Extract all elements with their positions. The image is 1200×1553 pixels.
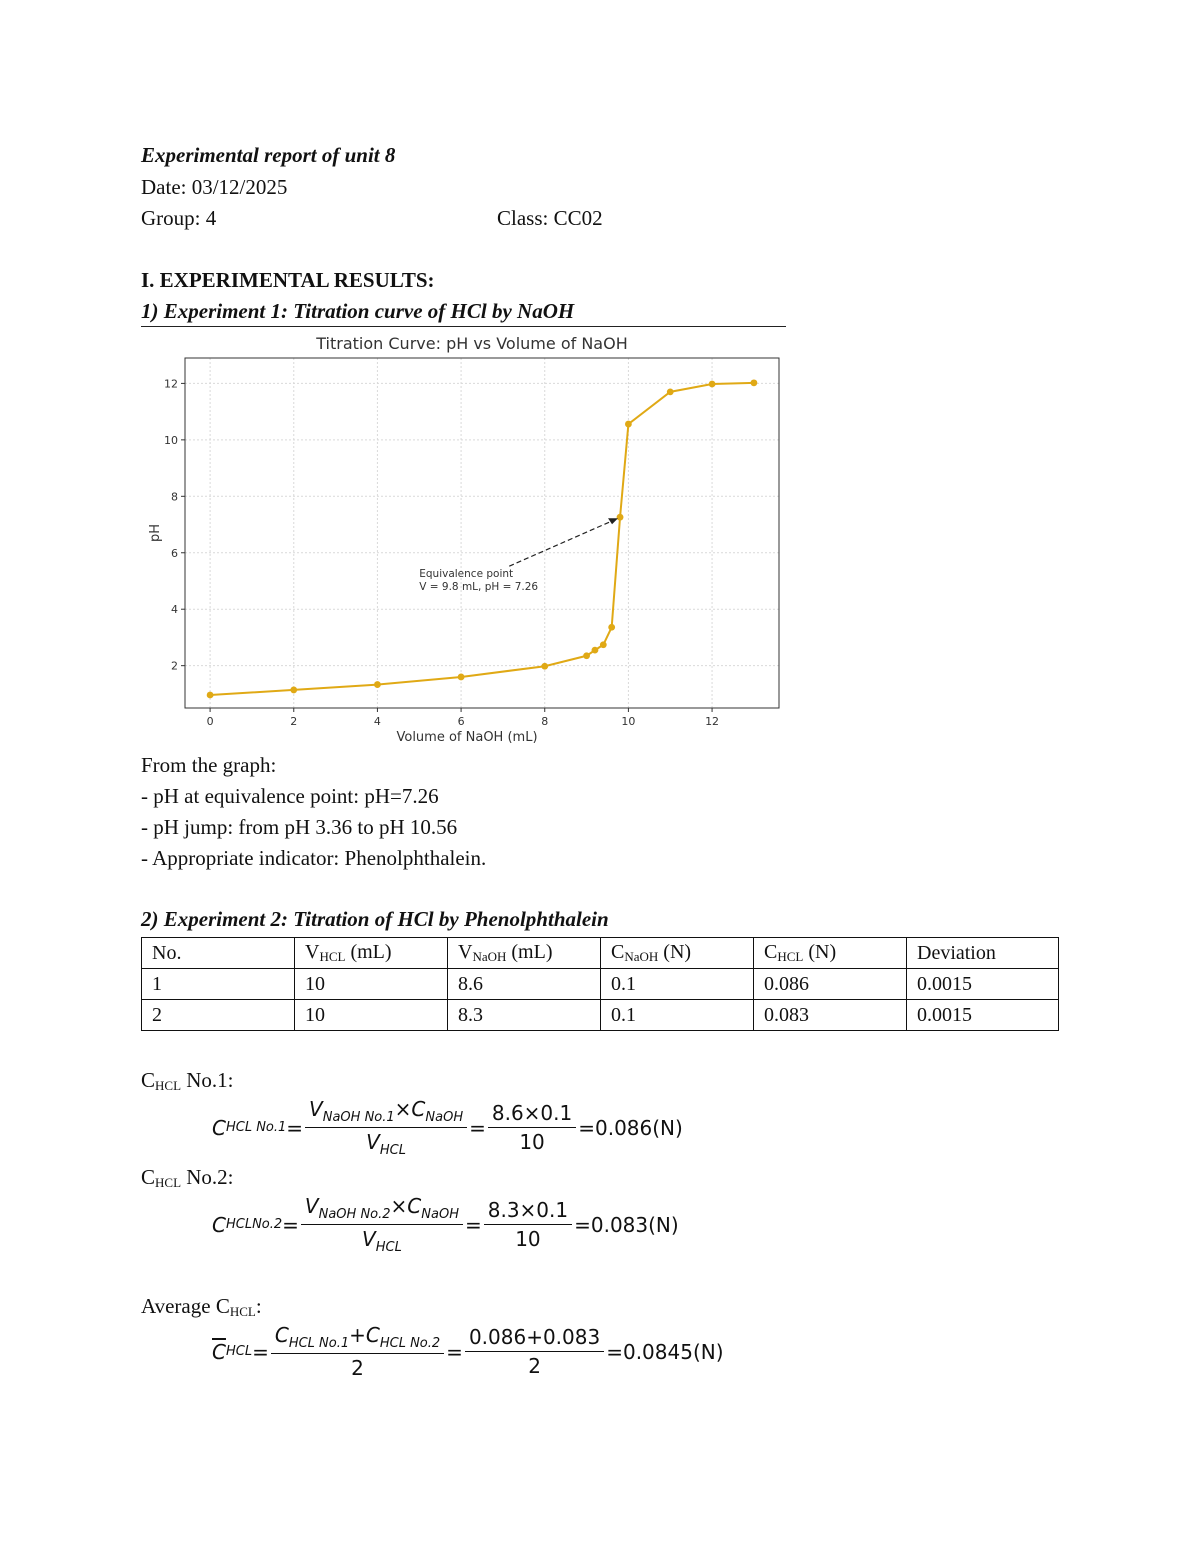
annotation-arrowhead	[608, 518, 618, 524]
calc-label-average: Average $C_{HCL}$:	[141, 1294, 262, 1319]
data-point	[592, 647, 599, 654]
y-axis-label: pH	[148, 523, 163, 543]
experiment-2-title: 2) Experiment 2: Titration of HCl by Phenolphthalein	[141, 907, 609, 931]
results-table	[141, 937, 1059, 1031]
table-row	[142, 1000, 1059, 1031]
y-tick-label: 6	[171, 546, 178, 560]
table-cell: 0.1	[601, 969, 754, 1000]
data-point	[709, 381, 716, 388]
formula-2-fraction-symbolic: $\frac{V_{NaOH No.2}\times C_{NaOH}}{V_{HCL}}$	[301, 1194, 463, 1255]
experiment-1-title: 1) Experiment 1: Titration curve of HCl by NaOH	[141, 299, 575, 323]
table-cell: 8.3	[448, 1000, 601, 1031]
x-tick-label: 4	[373, 715, 381, 728]
y-tick-label: 4	[171, 603, 178, 617]
table-cell: 0.1	[601, 1000, 754, 1031]
titration-chart-svg	[141, 330, 786, 745]
header-no: No.	[142, 938, 295, 969]
header-v-naoh: $V_{NaOH}$ (mL)	[448, 938, 601, 969]
formula-3-fraction-symbolic: $\frac{C_{HCL No.1}+C_{HCL No.2}}{2}$	[271, 1323, 444, 1380]
table-cell: 10	[295, 969, 448, 1000]
data-point	[207, 692, 214, 699]
report-class: Class: CC02	[497, 206, 603, 230]
report-title: Experimental report of unit 8	[141, 143, 396, 167]
data-point	[625, 421, 632, 428]
calc-label-no2: $C_{HCL}$ No.2:	[141, 1165, 234, 1190]
table-header-row	[142, 938, 1059, 969]
formula-3-fraction-numeric: $\frac{0.086+0.083}{2}$	[465, 1325, 604, 1378]
y-tick-label: 12	[164, 377, 178, 391]
data-point	[600, 641, 607, 648]
title-underline	[141, 326, 786, 327]
data-point	[290, 687, 297, 694]
annotation-label-line1: Equivalence point	[419, 568, 514, 581]
table-cell: 0.0015	[907, 969, 1059, 1000]
y-tick-label: 8	[171, 490, 178, 504]
x-tick-label: 12	[705, 715, 720, 728]
graph-note-jump: - pH jump: from pH 3.36 to pH 10.56	[141, 815, 458, 839]
header-deviation: Deviation	[907, 938, 1059, 969]
table-cell: 1	[142, 969, 295, 1000]
table-cell: 0.086	[754, 969, 907, 1000]
graph-notes-intro: From the graph:	[141, 753, 277, 777]
section-heading: I. EXPERIMENTAL RESULTS:	[141, 268, 435, 292]
report-date: Date: 03/12/2025	[141, 175, 288, 199]
annotation-label-line2: V = 9.8 mL, pH = 7.26	[419, 581, 539, 594]
data-point	[458, 674, 465, 681]
graph-note-indicator: - Appropriate indicator: Phenolphthalein.	[141, 846, 487, 870]
y-tick-label: 10	[164, 433, 178, 447]
formula-2-fraction-numeric: $\frac{8.3\times 0.1}{10}$	[484, 1198, 572, 1251]
plot-frame	[185, 358, 779, 708]
x-axis-label: Volume of NaOH (mL)	[396, 730, 538, 745]
table-row	[142, 969, 1059, 1000]
x-tick-label: 0	[206, 715, 214, 728]
y-tick-label: 2	[171, 659, 178, 673]
table-cell: 0.083	[754, 1000, 907, 1031]
x-tick-label: 10	[621, 715, 636, 728]
table-cell: 2	[142, 1000, 295, 1031]
graph-note-equivalence: - pH at equivalence point: pH=7.26	[141, 784, 439, 808]
x-tick-label: 6	[457, 715, 465, 728]
formula-c-hcl-no1: C HCL No.1 = $\frac{V_{NaOH No.1}\times C_{NaOH}}{V_{HCL}}$ = $\frac{8.6\times 0.1}{10}$ =0.086(N)	[212, 1097, 683, 1158]
calc-label-no1: $C_{HCL}$ No.1:	[141, 1068, 234, 1093]
header-c-naoh: $C_{NaOH}$ (N)	[601, 938, 754, 969]
data-point	[583, 652, 590, 659]
data-point	[608, 624, 615, 631]
data-point	[667, 388, 674, 395]
header-c-hcl: $C_{HCL}$ (N)	[754, 938, 907, 969]
formula-c-hcl-average: $\overline{C}$ HCL = $\frac{C_{HCL No.1}+C_{HCL No.2}}{2}$ = $\frac{0.086+0.083}{2}$ =0.0845(N)	[212, 1323, 724, 1380]
table-cell: 0.0015	[907, 1000, 1059, 1031]
formula-1-fraction-numeric: $\frac{8.6\times 0.1}{10}$	[488, 1101, 576, 1154]
x-tick-label: 2	[290, 715, 298, 728]
header-v-hcl: $V_{HCL}$ (mL)	[295, 938, 448, 969]
formula-1-fraction-symbolic: $\frac{V_{NaOH No.1}\times C_{NaOH}}{V_{HCL}}$	[305, 1097, 467, 1158]
report-group: Group: 4	[141, 206, 217, 230]
x-tick-label: 8	[541, 715, 549, 728]
titration-chart	[141, 330, 786, 745]
data-point	[374, 681, 381, 688]
formula-c-hcl-no2: C HCLNo.2 = $\frac{V_{NaOH No.2}\times C_{NaOH}}{V_{HCL}}$ = $\frac{8.3\times 0.1}{10}$ =0.083(N)	[212, 1194, 679, 1255]
series-line	[210, 383, 754, 695]
annotation-arrow	[509, 519, 616, 566]
data-point	[541, 663, 548, 670]
chart-title: Titration Curve: pH vs Volume of NaOH	[316, 334, 628, 353]
table-cell: 8.6	[448, 969, 601, 1000]
data-point	[751, 379, 758, 386]
data-point	[617, 514, 624, 521]
table-cell: 10	[295, 1000, 448, 1031]
